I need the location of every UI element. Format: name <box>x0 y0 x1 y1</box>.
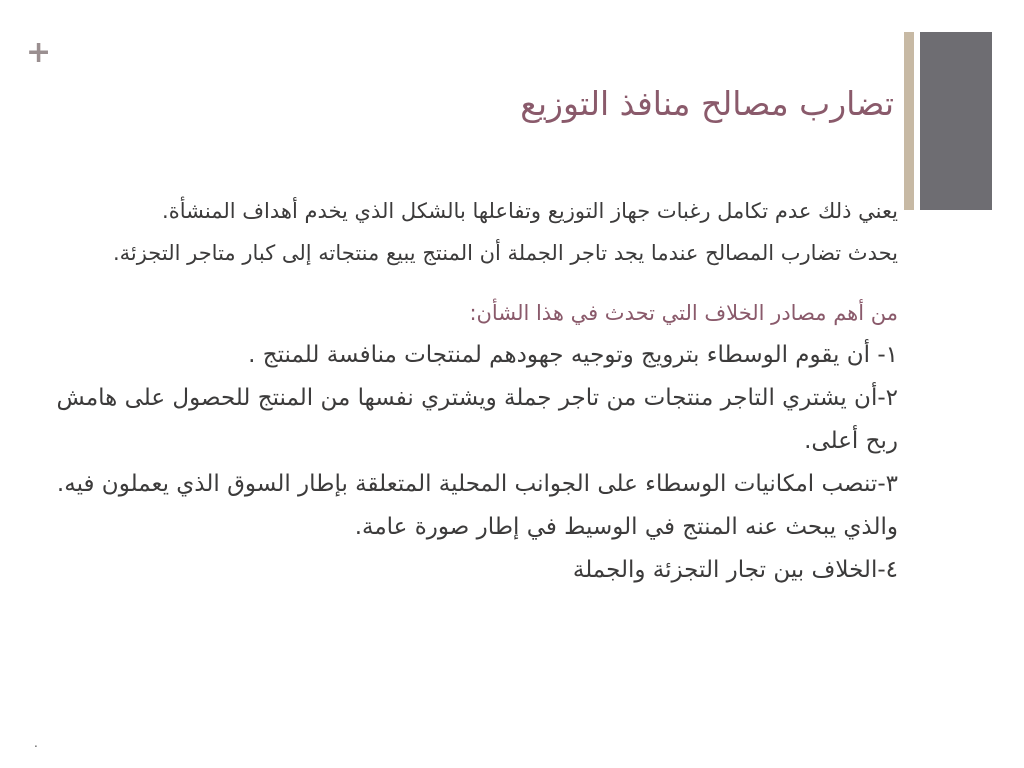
slide-title: تضارب مصالح منافذ التوزيع <box>520 84 894 123</box>
accent-block <box>920 32 992 210</box>
slide-body <box>36 190 898 592</box>
list-item-1: ١- أن يقوم الوسطاء بترويج وتوجيه جهودهم لمنتجات منافسة للمنتج . <box>248 342 898 368</box>
accent-bar <box>904 32 914 210</box>
list-item-2: ٢-أن يشتري التاجر منتجات من تاجر جملة ويشتري نفسها من المنتج للحصول على هامش ربح أعلى. <box>56 385 898 454</box>
list-item-4: ٤-الخلاف بين تجار التجزئة والجملة <box>572 557 898 583</box>
spacer <box>36 274 898 292</box>
paragraph-occurrence: يحدث تضارب المصالح عندما يجد تاجر الجملة أن المنتج يبيع منتجاته إلى كبار متاجر التجزئة. <box>112 241 898 265</box>
paragraph-definition: يعني ذلك عدم تكامل رغبات جهاز التوزيع وتفاعلها بالشكل الذي يخدم أهداف المنشأة. <box>162 199 898 223</box>
list-item-3: ٣-تنصب امكانيات الوسطاء على الجوانب المحلية المتعلقة بإطار السوق الذي يعملون فيه. والذي يبحث عنه المنتج في الوسيط في إطار صورة عامة. <box>56 471 898 540</box>
plus-icon: + <box>26 35 52 70</box>
list-heading: من أهم مصادر الخلاف التي تحدث في هذا الشأن: <box>469 301 898 325</box>
footer-mark: . <box>34 736 38 750</box>
